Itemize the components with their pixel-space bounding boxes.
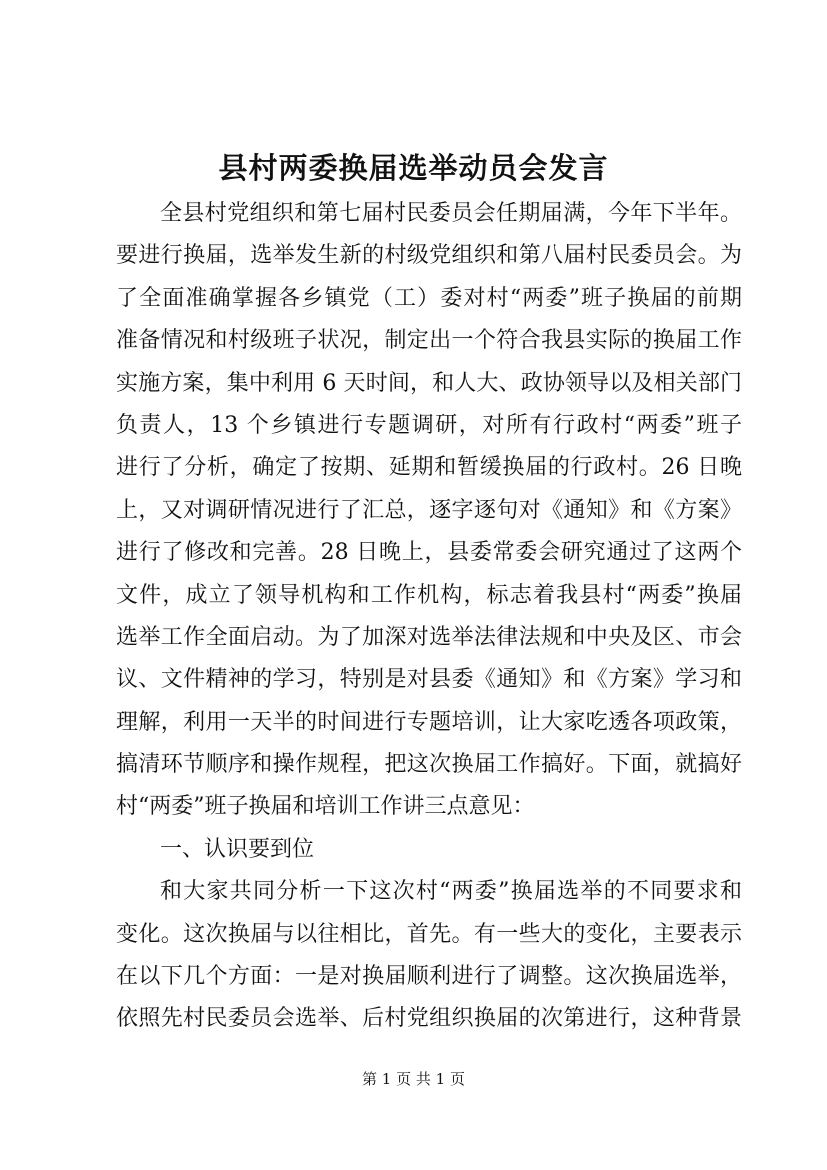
text-line: 选举工作全面启动。为了加深对选举法律法规和中央及区、市会 <box>116 624 742 650</box>
text-line: 文件，成立了领导机构和工作机构，标志着我县村“两委”换届 <box>116 582 742 608</box>
text-line: 进行了修改和完善。28 日晚上，县委常委会研究通过了这两个 <box>116 540 742 566</box>
text-line: 进行了分析，确定了按期、延期和暂缓换届的行政村。26 日晚 <box>116 455 742 481</box>
text-line: 实施方案，集中利用 6 天时间，和人大、政协领导以及相关部门 <box>116 370 742 396</box>
text-line: 变化。这次换届与以往相比，首先。有一些大的变化，主要表示 <box>116 921 742 947</box>
document-title: 县村两委换届选举动员会发言 <box>218 151 609 185</box>
text-line: 上，又对调研情况进行了汇总，逐字逐句对《通知》和《方案》 <box>116 497 742 523</box>
text-line: 全县村党组织和第七届村民委员会任期届满，今年下半年。 <box>160 201 742 226</box>
text-line: 依照先村民委员会选举、后村党组织换届的次第进行，这种背景 <box>116 1006 742 1032</box>
paragraph-2 <box>116 871 742 1041</box>
text-line: 议、文件精神的学习，特别是对县委《通知》和《方案》学习和 <box>116 667 742 693</box>
section-heading: 一、认识要到位 <box>160 836 315 862</box>
text-line: 准备情况和村级班子状况，制定出一个符合我县实际的换届工作 <box>116 328 742 354</box>
text-line: 了全面准确掌握各乡镇党（工）委对村“两委”班子换届的前期 <box>116 285 742 311</box>
text-line: 要进行换届，选举发生新的村级党组织和第八届村民委员会。为 <box>116 243 742 269</box>
text-line: 在以下几个方面：一是对换届顺利进行了调整。这次换届选举， <box>116 964 742 990</box>
text-line: 搞清环节顺序和操作规程，把这次换届工作搞好。下面，就搞好 <box>116 752 742 778</box>
page-footer: 第 1 页 共 1 页 <box>362 1070 465 1088</box>
paragraph-1 <box>116 193 742 829</box>
text-line: 负责人，13 个乡镇进行专题调研，对所有行政村“两委”班子 <box>116 412 742 438</box>
text-line: 理解，利用一天半的时间进行专题培训，让大家吃透各项政策， <box>116 709 742 735</box>
text-line: 和大家共同分析一下这次村“两委”换届选举的不同要求和 <box>160 879 742 905</box>
document-body <box>116 193 742 1041</box>
text-line: 村“两委”班子换届和培训工作讲三点意见： <box>116 794 535 820</box>
